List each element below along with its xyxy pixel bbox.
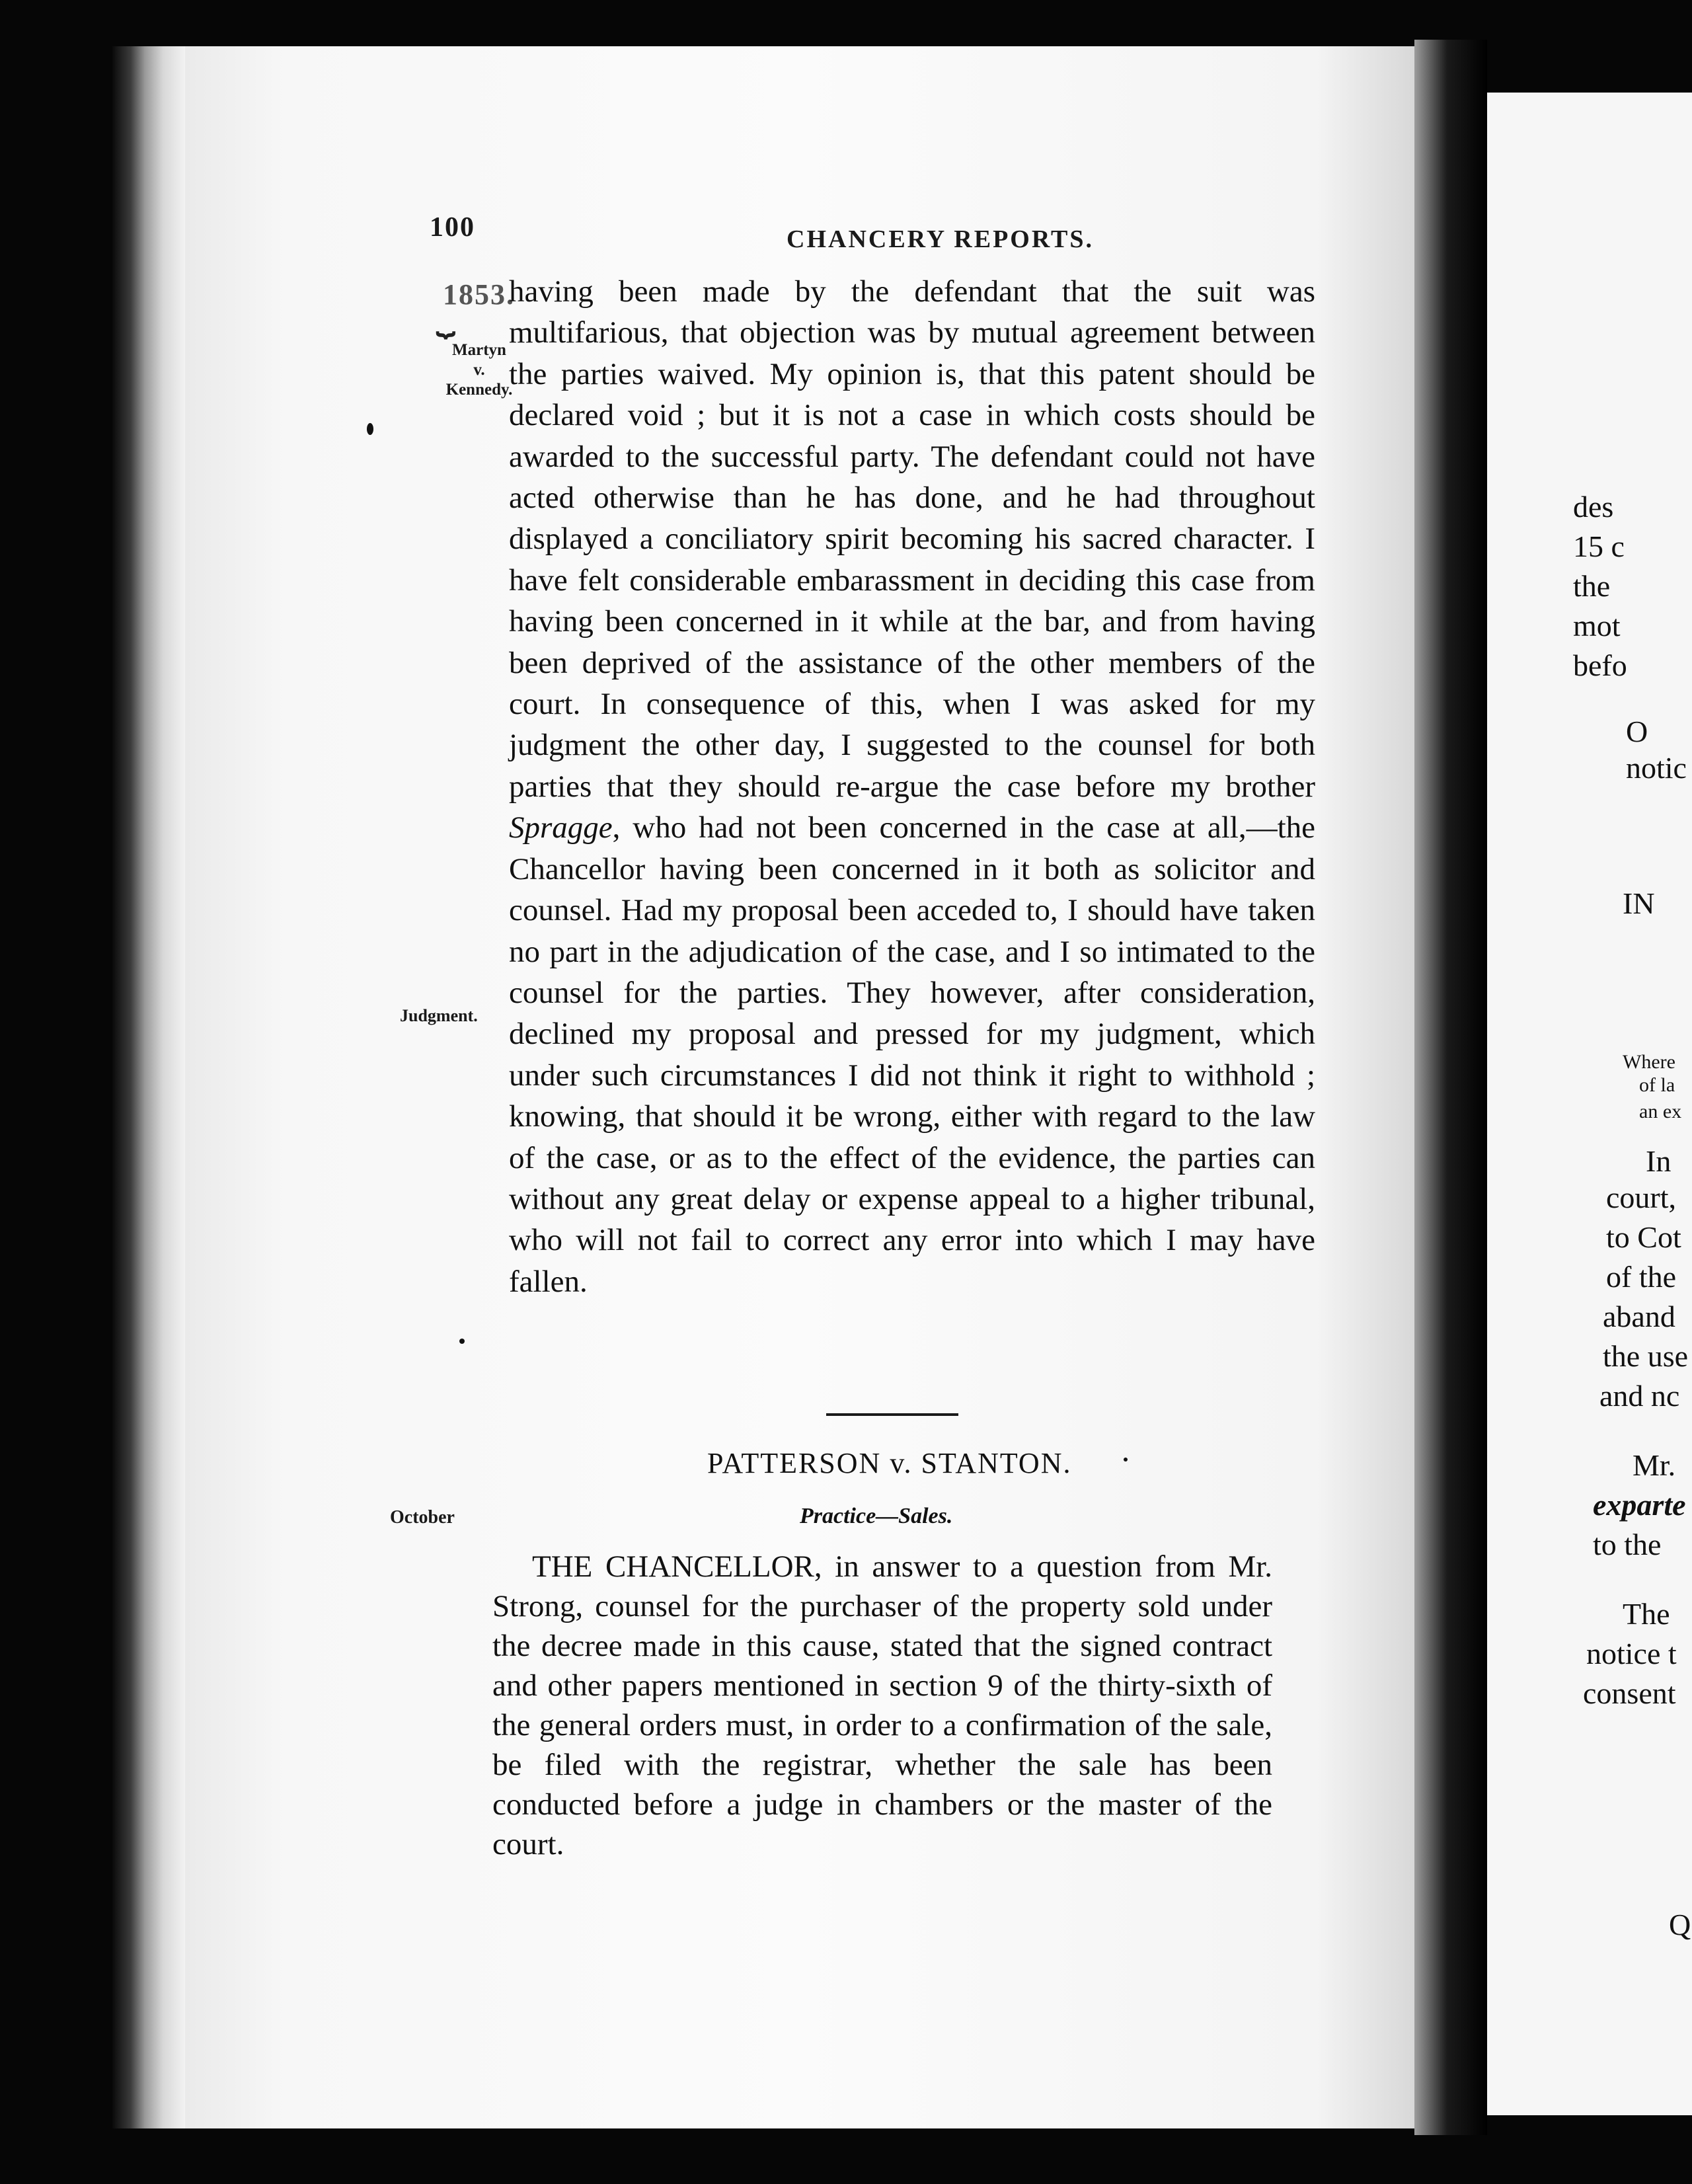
margin-brace: ⏟ — [436, 301, 455, 336]
case-text: in answer to a question from Mr. Strong, counsel for the purchaser of the property sold under the decree made in this cause, stated that the signed contract and other papers mentioned in section 9 of the thirty-sixth of the general orders must, in order to a confirmation of the sale, be filed with the registrar, whether the sale has been conducted before a judge in chambers or the master of the court. — [492, 1549, 1272, 1861]
facing-page-fragment: of la — [1639, 1074, 1675, 1096]
facing-page-fragment: befo — [1573, 648, 1627, 682]
facing-page-fragment: to the — [1593, 1528, 1662, 1561]
case-title: PATTERSON v. STANTON. — [707, 1447, 1072, 1479]
facing-page-fragment: the — [1573, 569, 1611, 603]
case-paragraph — [492, 1547, 1272, 1864]
margin-date-label: October — [390, 1507, 455, 1528]
facing-page-fragment: and nc — [1599, 1379, 1680, 1413]
page-number: 100 — [430, 212, 475, 243]
case-subhead: Practice—Sales. — [800, 1504, 953, 1528]
margin-judgment-label: Judgment. — [400, 1006, 478, 1025]
facing-page-fragment: des — [1573, 490, 1614, 524]
judge-name: Spragge — [509, 810, 613, 845]
facing-page-fragment: Where — [1623, 1051, 1675, 1073]
facing-page-fragment: of the — [1606, 1260, 1677, 1294]
running-head: CHANCERY REPORTS. — [787, 225, 1094, 253]
facing-page-fragment: Q — [1669, 1908, 1691, 1941]
facing-page-fragment: notic — [1626, 751, 1687, 785]
facing-page-fragment: the use — [1603, 1339, 1689, 1373]
facing-page-fragment: In — [1646, 1144, 1672, 1178]
facing-page-fragment: 15 c — [1573, 529, 1625, 563]
judgment-text: having been made by the defendant that the suit was multifarious, that objection was by mutual agreement between the parties waived. My opinion is, that this patent should be declared void ; but it is not a case in which costs should be awarded to the successful party. The defendant could not have acted otherwise than he has done, and he had throughout displayed a conciliatory spirit becoming his sacred character. I have felt considerable embarassment in deciding this case from having been concerned in it while at the bar, and from having been deprived of the assistance of the other members of the court. In consequence of this, when I was asked for my judgment the other day, I suggested to the counsel for both parties that they should re-argue the case before my brother — [509, 274, 1315, 804]
margin-cite-defendant: Kennedy. — [445, 381, 513, 399]
facing-page-fragment: exparte — [1593, 1488, 1686, 1522]
margin-year: 1853. — [443, 278, 515, 311]
facing-page-fragment: court, — [1606, 1181, 1677, 1214]
facing-page-fragment: notice t — [1586, 1637, 1677, 1670]
book-spine — [112, 46, 185, 2128]
facing-page-fragment: Mr. — [1633, 1448, 1676, 1482]
facing-page-fragment: The — [1623, 1597, 1670, 1631]
judgment-text-cont: , who had not been concerned in the case at all,—the Chancellor having been concerned in it both as solicitor and counsel. Had my proposal been acceded to, I should have taken no part in the adjudication of the case, and I so intimated to the counsel for the parties. They however, after consideration, declined my proposal and pressed for my judgment, which under such circumstances I did not think it right to withhold ; knowing, that should it be wrong, either with regard to the law of the case, or as to the effect of the evidence, the parties can without any great delay or expense appeal to a higher tribunal, who will not fail to correct any error into which I may have fallen. — [509, 810, 1315, 1299]
facing-page-fragment: consent — [1583, 1676, 1676, 1710]
facing-page-fragment: mot — [1573, 609, 1621, 643]
ink-speck — [459, 1339, 465, 1344]
facing-page-fragment: aband — [1603, 1300, 1675, 1333]
ink-speck — [367, 423, 373, 435]
facing-page-fragment: an ex — [1639, 1101, 1682, 1122]
facing-page-fragment: to Cot — [1606, 1220, 1681, 1254]
judgment-paragraph — [509, 271, 1315, 1302]
section-divider — [826, 1413, 958, 1416]
margin-cite-plaintiff: Martyn — [452, 341, 506, 359]
facing-page-fragment: O — [1626, 715, 1648, 748]
margin-cite-versus: v. — [473, 361, 485, 379]
facing-page-fragment: IN — [1623, 886, 1655, 920]
case-lead-in: THE CHANCELLOR, — [532, 1549, 822, 1584]
book-gutter — [1414, 40, 1487, 2135]
ink-speck — [1124, 1458, 1128, 1462]
